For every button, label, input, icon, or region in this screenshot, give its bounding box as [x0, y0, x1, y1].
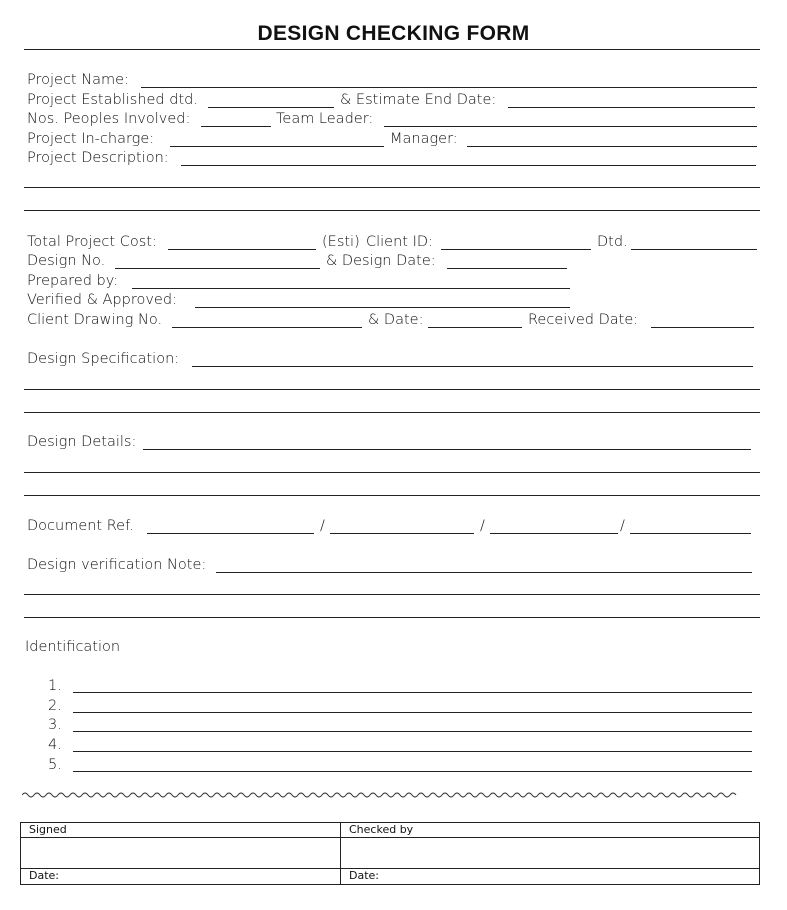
verified-approved-field[interactable] [195, 307, 570, 308]
total-project-cost-field[interactable] [168, 249, 316, 250]
design-no-field[interactable] [115, 268, 320, 269]
project-established-label: Project Established dtd. [27, 92, 198, 108]
project-name-field[interactable] [141, 87, 757, 88]
project-incharge-label: Project In-charge: [27, 131, 155, 147]
prepared-by-field[interactable] [132, 288, 570, 289]
esti-label: (Esti) [322, 234, 360, 250]
identification-field-3[interactable] [73, 731, 752, 732]
identification-field-4[interactable] [73, 751, 752, 752]
signoff-table [20, 822, 760, 885]
identification-number-4: 4. [48, 737, 62, 753]
dtd-field[interactable] [631, 249, 757, 250]
document-ref-field-3[interactable] [490, 533, 618, 534]
design-details-label: Design Details: [27, 434, 137, 450]
identification-number-2: 2. [48, 698, 62, 714]
verification-note-label: Design verification Note: [27, 557, 207, 573]
peoples-involved-label: Nos. Peoples Involved: [27, 111, 191, 127]
signed-field[interactable] [21, 838, 341, 869]
estimate-end-date-field[interactable] [508, 107, 755, 108]
verification-note-line-3[interactable] [24, 617, 760, 618]
manager-field[interactable] [467, 146, 757, 147]
document-ref-separator-2: / [480, 518, 485, 534]
dtd-label: Dtd. [597, 234, 628, 250]
client-id-field[interactable] [441, 249, 591, 250]
received-date-label: Received Date: [528, 312, 639, 328]
client-drawing-no-label: Client Drawing No. [27, 312, 163, 328]
wavy-divider [22, 790, 758, 800]
design-specification-line-3[interactable] [24, 412, 760, 413]
document-ref-separator-3: / [620, 518, 625, 534]
identification-field-2[interactable] [73, 712, 752, 713]
checked-by-field[interactable] [341, 838, 760, 869]
project-description-line-3[interactable] [24, 210, 760, 211]
identification-heading: Identification [25, 639, 121, 655]
identification-number-3: 3. [48, 717, 62, 733]
signed-date-label[interactable]: Date: [21, 869, 341, 885]
checked-date-label[interactable]: Date: [341, 869, 760, 885]
design-details-field[interactable] [143, 449, 751, 450]
checked-by-label: Checked by [341, 823, 760, 838]
document-ref-field-2[interactable] [330, 533, 474, 534]
design-details-line-3[interactable] [24, 495, 760, 496]
design-details-line-2[interactable] [24, 472, 760, 473]
document-ref-separator-1: / [320, 518, 325, 534]
client-id-label: Client ID: [366, 234, 433, 250]
team-leader-label: Team Leader: [276, 111, 374, 127]
verified-approved-label: Verified & Approved: [27, 292, 177, 308]
received-date-field[interactable] [651, 327, 754, 328]
project-incharge-field[interactable] [170, 146, 384, 147]
estimate-end-date-label: & Estimate End Date: [340, 92, 497, 108]
page-title: DESIGN CHECKING FORM [257, 22, 530, 45]
client-drawing-no-field[interactable] [172, 327, 362, 328]
document-ref-field-4[interactable] [630, 533, 751, 534]
design-specification-line-2[interactable] [24, 389, 760, 390]
total-project-cost-label: Total Project Cost: [27, 234, 157, 250]
design-date-field[interactable] [447, 268, 567, 269]
identification-number-1: 1. [48, 678, 62, 694]
identification-field-5[interactable] [73, 771, 752, 772]
team-leader-field[interactable] [384, 126, 757, 127]
project-description-label: Project Description: [27, 150, 169, 166]
project-name-label: Project Name: [27, 72, 129, 88]
design-specification-field[interactable] [192, 366, 753, 367]
project-description-line-2[interactable] [24, 187, 760, 188]
peoples-involved-field[interactable] [201, 126, 271, 127]
design-specification-label: Design Specification: [27, 351, 180, 367]
drawing-date-label: & Date: [368, 312, 424, 328]
verification-note-line-2[interactable] [24, 594, 760, 595]
manager-label: Manager: [390, 131, 458, 147]
drawing-date-field[interactable] [428, 327, 522, 328]
title-divider [24, 49, 760, 50]
verification-note-field[interactable] [216, 572, 752, 573]
document-ref-label: Document Ref. [27, 518, 134, 534]
identification-field-1[interactable] [73, 692, 752, 693]
design-date-label: & Design Date: [326, 253, 436, 269]
project-description-field[interactable] [181, 165, 756, 166]
signed-label: Signed [21, 823, 341, 838]
design-no-label: Design No. [27, 253, 106, 269]
prepared-by-label: Prepared by: [27, 273, 119, 289]
project-established-field[interactable] [208, 107, 334, 108]
document-ref-field-1[interactable] [147, 533, 314, 534]
identification-number-5: 5. [48, 757, 62, 773]
